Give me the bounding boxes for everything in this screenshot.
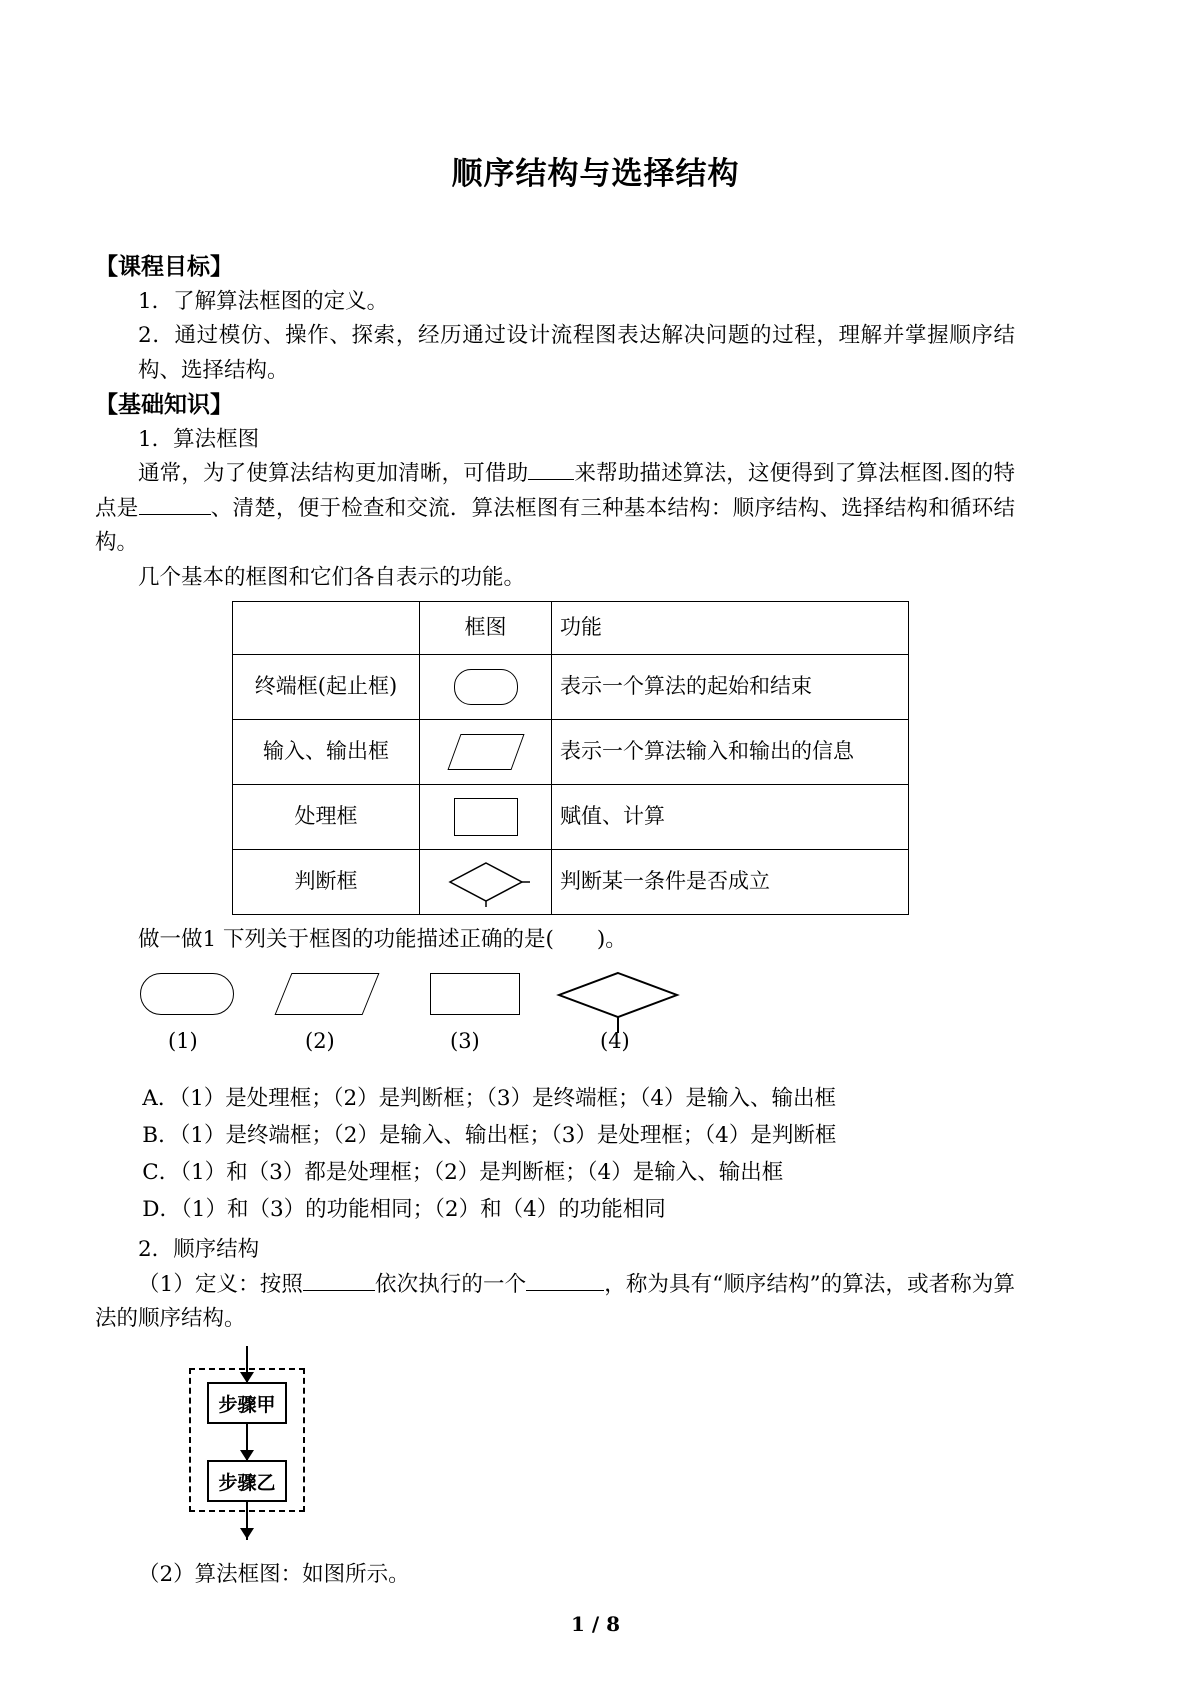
symbol-name-terminal: 终端框(起止框) — [233, 655, 420, 720]
basics-para-text-a: 通常，为了使算法结构更加清晰，可借助 — [138, 461, 529, 487]
objective-item-1: 1．了解算法框图的定义。 — [138, 288, 389, 314]
basics-item-1-title: 1．算法框图 — [138, 427, 260, 453]
sequence-def-text-a: （1）定义：按照 — [138, 1271, 303, 1297]
table-row — [233, 850, 909, 915]
exercise-1-shape-labels — [115, 1029, 1015, 1059]
fill-blank-3[interactable] — [303, 1290, 375, 1291]
symbol-function-io: 表示一个算法输入和输出的信息 — [552, 720, 909, 785]
symbol-function-decision: 判断某一条件是否成立 — [552, 850, 909, 915]
symbol-shape-cell-terminal — [420, 655, 552, 720]
page-title: 顺序结构与选择结构 — [451, 156, 740, 192]
option-c[interactable]: C．（1）和（3）都是处理框；（2）是判断框；（4）是输入、输出框 — [142, 1160, 784, 1186]
diamond-svg — [442, 857, 530, 907]
diamond-icon — [428, 856, 543, 908]
sequence-def-text-c: ，称为具有“顺序结构”的算法，或者称为算法的顺序结构。 — [95, 1271, 1015, 1332]
basics-paragraph-2: 几个基本的框图和它们各自表示的功能。 — [138, 564, 526, 590]
basics-paragraph-1 — [95, 457, 1015, 560]
exercise-parallelogram-icon — [275, 973, 380, 1015]
flowchart-step-a: 步骤甲 — [207, 1382, 287, 1424]
symbol-shape-cell-io — [420, 720, 552, 785]
table-header-row — [233, 602, 909, 655]
sequence-flowchart — [141, 1350, 441, 1540]
exercise-diamond-svg — [555, 967, 687, 1033]
symbol-table — [232, 601, 909, 915]
rectangle-icon — [428, 791, 543, 843]
exercise-diamond-icon — [555, 967, 685, 1029]
shape-label-4: (4) — [600, 1029, 630, 1054]
shape-label-3: (3) — [450, 1029, 480, 1054]
objective-item-2: 2．通过模仿、操作、探索，经历通过设计流程图表达解决问题的过程，理解并掌握顺序结构、选择结构。 — [138, 323, 1015, 383]
flow-arrowhead-bottom — [240, 1528, 254, 1539]
section-heading-objectives: 【课程目标】 — [95, 253, 233, 280]
document-body — [95, 250, 1015, 1593]
section-heading-basics: 【基础知识】 — [95, 391, 233, 419]
exercise-rounded-terminal-icon — [140, 973, 234, 1015]
symbol-name-decision: 判断框 — [233, 850, 420, 915]
table-row — [233, 655, 909, 720]
table-row — [233, 785, 909, 850]
fill-blank-1[interactable] — [528, 479, 574, 480]
option-b[interactable]: B．（1）是终端框；（2）是输入、输出框；（3）是处理框；（4）是判断框 — [142, 1123, 837, 1149]
basics-para-text-c: 、清楚，便于检查和交流．算法框图有三种基本结构：顺序结构、选择结构和循环结构。 — [95, 495, 1015, 556]
shape-label-1: (1) — [168, 1029, 198, 1054]
symbol-shape-cell-decision — [420, 850, 552, 915]
flowchart-step-b: 步骤乙 — [207, 1460, 287, 1502]
option-d[interactable]: D．（1）和（3）的功能相同；（2）和（4）的功能相同 — [142, 1197, 666, 1223]
table-row — [233, 720, 909, 785]
header-blank — [233, 602, 420, 655]
symbol-name-io: 输入、输出框 — [233, 720, 420, 785]
exercise-1-shapes-row — [115, 967, 1015, 1029]
symbol-name-process: 处理框 — [233, 785, 420, 850]
sequence-definition-2: （2）算法框图：如图所示。 — [138, 1562, 410, 1588]
rounded-terminal-icon — [428, 661, 543, 713]
header-function: 功能 — [552, 602, 909, 655]
exercise-1-options — [95, 1081, 1015, 1229]
symbol-shape-cell-process — [420, 785, 552, 850]
exercise-1-prompt: 做一做1 下列关于框图的功能描述正确的是( )。 — [138, 927, 627, 953]
header-shape: 框图 — [420, 602, 552, 655]
sequence-def-text-b: 依次执行的一个 — [374, 1271, 527, 1297]
shape-label-2: (2) — [305, 1029, 335, 1054]
sequence-item-2-title: 2．顺序结构 — [138, 1237, 260, 1263]
parallelogram-icon — [428, 726, 543, 778]
sequence-definition — [95, 1268, 1015, 1337]
fill-blank-2[interactable] — [139, 514, 211, 515]
basics-para-text-b: 来帮助描述算法，这便得到了算法框图.图的特点是 — [95, 461, 1015, 521]
exercise-rectangle-icon — [430, 973, 520, 1015]
page-number: 1 / 8 — [570, 1612, 621, 1636]
fill-blank-4[interactable] — [526, 1290, 604, 1291]
symbol-function-terminal: 表示一个算法的起始和结束 — [552, 655, 909, 720]
option-a[interactable]: A．（1）是处理框；（2）是判断框；（3）是终端框；（4）是输入、输出框 — [142, 1086, 837, 1112]
symbol-function-process: 赋值、计算 — [552, 785, 909, 850]
